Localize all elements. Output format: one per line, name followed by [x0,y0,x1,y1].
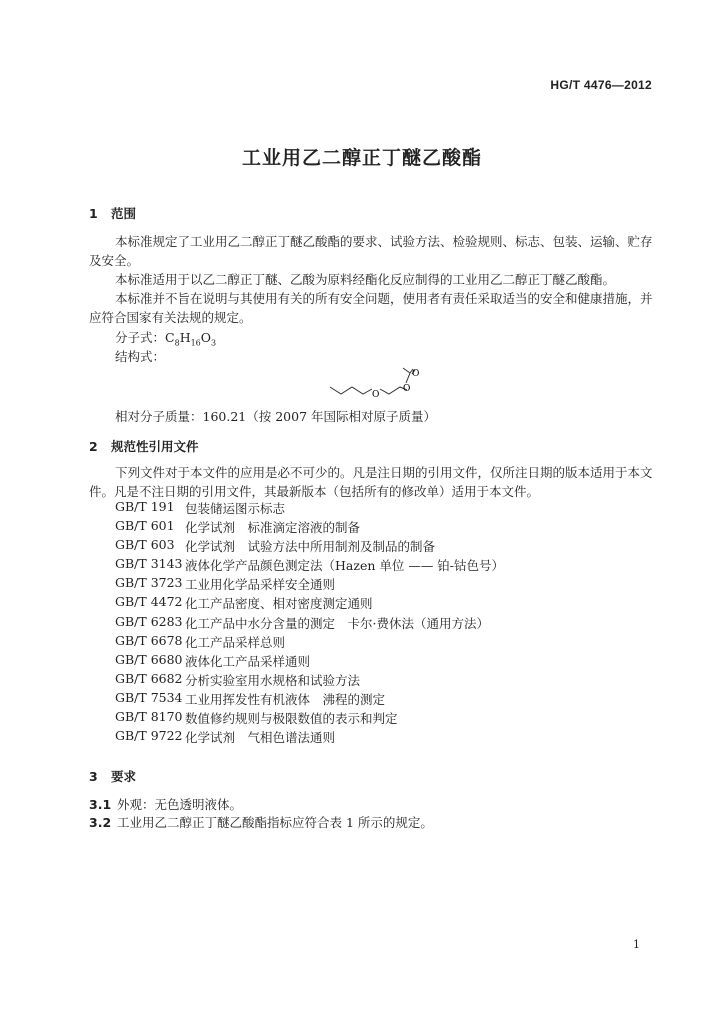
reference-code: GB/T 7534 [115,689,183,705]
molecular-mass: 相对分子质量：160.21（按 2007 年国际相对原子质量） [115,409,436,424]
structure-label: 结构式： [115,349,166,364]
scope-paragraph-3: 本标准并不旨在说明与其使用有关的所有安全问题，使用者有责任采取适当的安全和健康措施，并应符合国家有关法规的规定。 [89,291,653,325]
reference-name: 化工产品密度、相对密度测定通则 [185,596,373,612]
reference-item [115,690,504,709]
reference-code: GB/T 6678 [115,632,183,648]
reference-item [115,652,504,671]
reference-code: GB/T 6680 [115,651,183,667]
reference-item [115,499,504,518]
reference-list [115,499,504,747]
structural-formula [322,366,422,402]
section-number: 3 [89,769,98,784]
ether-oxygen-label: O [372,390,380,400]
reference-item [115,556,504,575]
scope-paragraph-1: 本标准规定了工业用乙二醇正丁醚乙酸酯的要求、试验方法、检验规则、标志、包装、运输、贮存及安全。 [89,234,653,268]
reference-code: GB/T 601 [115,518,175,534]
reference-name: 液体化工产品采样通则 [185,653,311,669]
molecular-formula [115,328,216,348]
ester-oxygen-label: O [403,384,411,394]
page-number: 1 [633,938,640,951]
reference-name: 包装储运图示标志 [185,501,286,516]
reference-code: GB/T 6682 [115,670,183,686]
reference-item [115,614,504,633]
reference-name: 化学试剂 气相色谱法通则 [185,730,336,746]
reference-code: GB/T 8170 [115,709,183,725]
references-intro: 下列文件对于本文件的应用是必不可少的。凡是注日期的引用文件，仅所注日期的版本适用于本文件。凡是不注日期的引用文件，其最新版本（包括所有的修改单）适用于本文件。 [89,465,653,499]
reference-code: GB/T 191 [115,499,175,514]
reference-name: 化工产品采样总则 [185,634,286,650]
carbonyl-oxygen-label: O [412,369,420,379]
requirement-number: 3.1 [89,797,112,812]
reference-name: 化学试剂 标准滴定溶液的制备 [185,520,361,536]
document-title: 工业用乙二醇正丁醚乙酸酯 [241,147,482,169]
reference-name: 工业用挥发性有机液体 沸程的测定 [185,691,386,707]
butyl-chain-bond [330,387,372,394]
formula-h: H [179,330,191,345]
formula-o-count: 3 [211,338,217,348]
section-2-heading [89,437,199,455]
reference-code: GB/T 9722 [115,728,183,744]
acetyl-bond [403,368,410,383]
standard-code: HG/T 4476—2012 [550,78,652,92]
formula-c: C [165,330,175,345]
formula-c-count: 8 [174,338,180,348]
requirement-item [89,795,242,813]
formula-h-count: 16 [190,338,201,348]
reference-item [115,671,504,690]
reference-code: GB/T 4472 [115,594,183,610]
reference-item [115,709,504,728]
section-1-heading [89,204,136,222]
reference-code: GB/T 6283 [115,613,183,629]
reference-item [115,633,504,652]
reference-item [115,594,504,613]
formula-label: 分子式： [115,330,166,345]
formula-o: O [200,330,212,345]
section-number: 1 [89,206,98,221]
section-title: 范围 [111,206,137,221]
reference-name: 化学试剂 试验方法中所用制剂及制品的制备 [185,539,436,555]
reference-code: GB/T 3143 [115,556,183,572]
requirement-text: 工业用乙二醇正丁醚乙酸酯指标应符合表 1 所示的规定。 [117,815,433,830]
reference-name: 液体化学产品颜色测定法（Hazen 单位 —— 铂-钴色号） [185,558,505,574]
reference-item [115,575,504,594]
requirement-number: 3.2 [89,815,112,830]
reference-item [115,537,504,556]
section-title: 规范性引用文件 [111,439,199,454]
section-3-heading [89,767,136,785]
reference-code: GB/T 603 [115,537,175,553]
reference-item [115,728,504,747]
reference-name: 工业用化学品采样安全通则 [185,577,336,593]
reference-name: 数值修约规则与极限数值的表示和判定 [185,711,398,727]
requirement-text: 外观：无色透明液体。 [117,797,243,812]
requirement-item [89,813,433,831]
reference-name: 化工产品中水分含量的测定 卡尔·费休法（通用方法） [185,615,489,631]
reference-name: 分析实验室用水规格和试验方法 [185,672,361,688]
section-title: 要求 [111,769,137,784]
reference-item [115,518,504,537]
reference-code: GB/T 3723 [115,575,183,591]
section-number: 2 [89,439,98,454]
scope-paragraph-2: 本标准适用于以乙二醇正丁醚、乙酸为原料经酯化反应制得的工业用乙二醇正丁醚乙酸酯。 [115,272,616,287]
